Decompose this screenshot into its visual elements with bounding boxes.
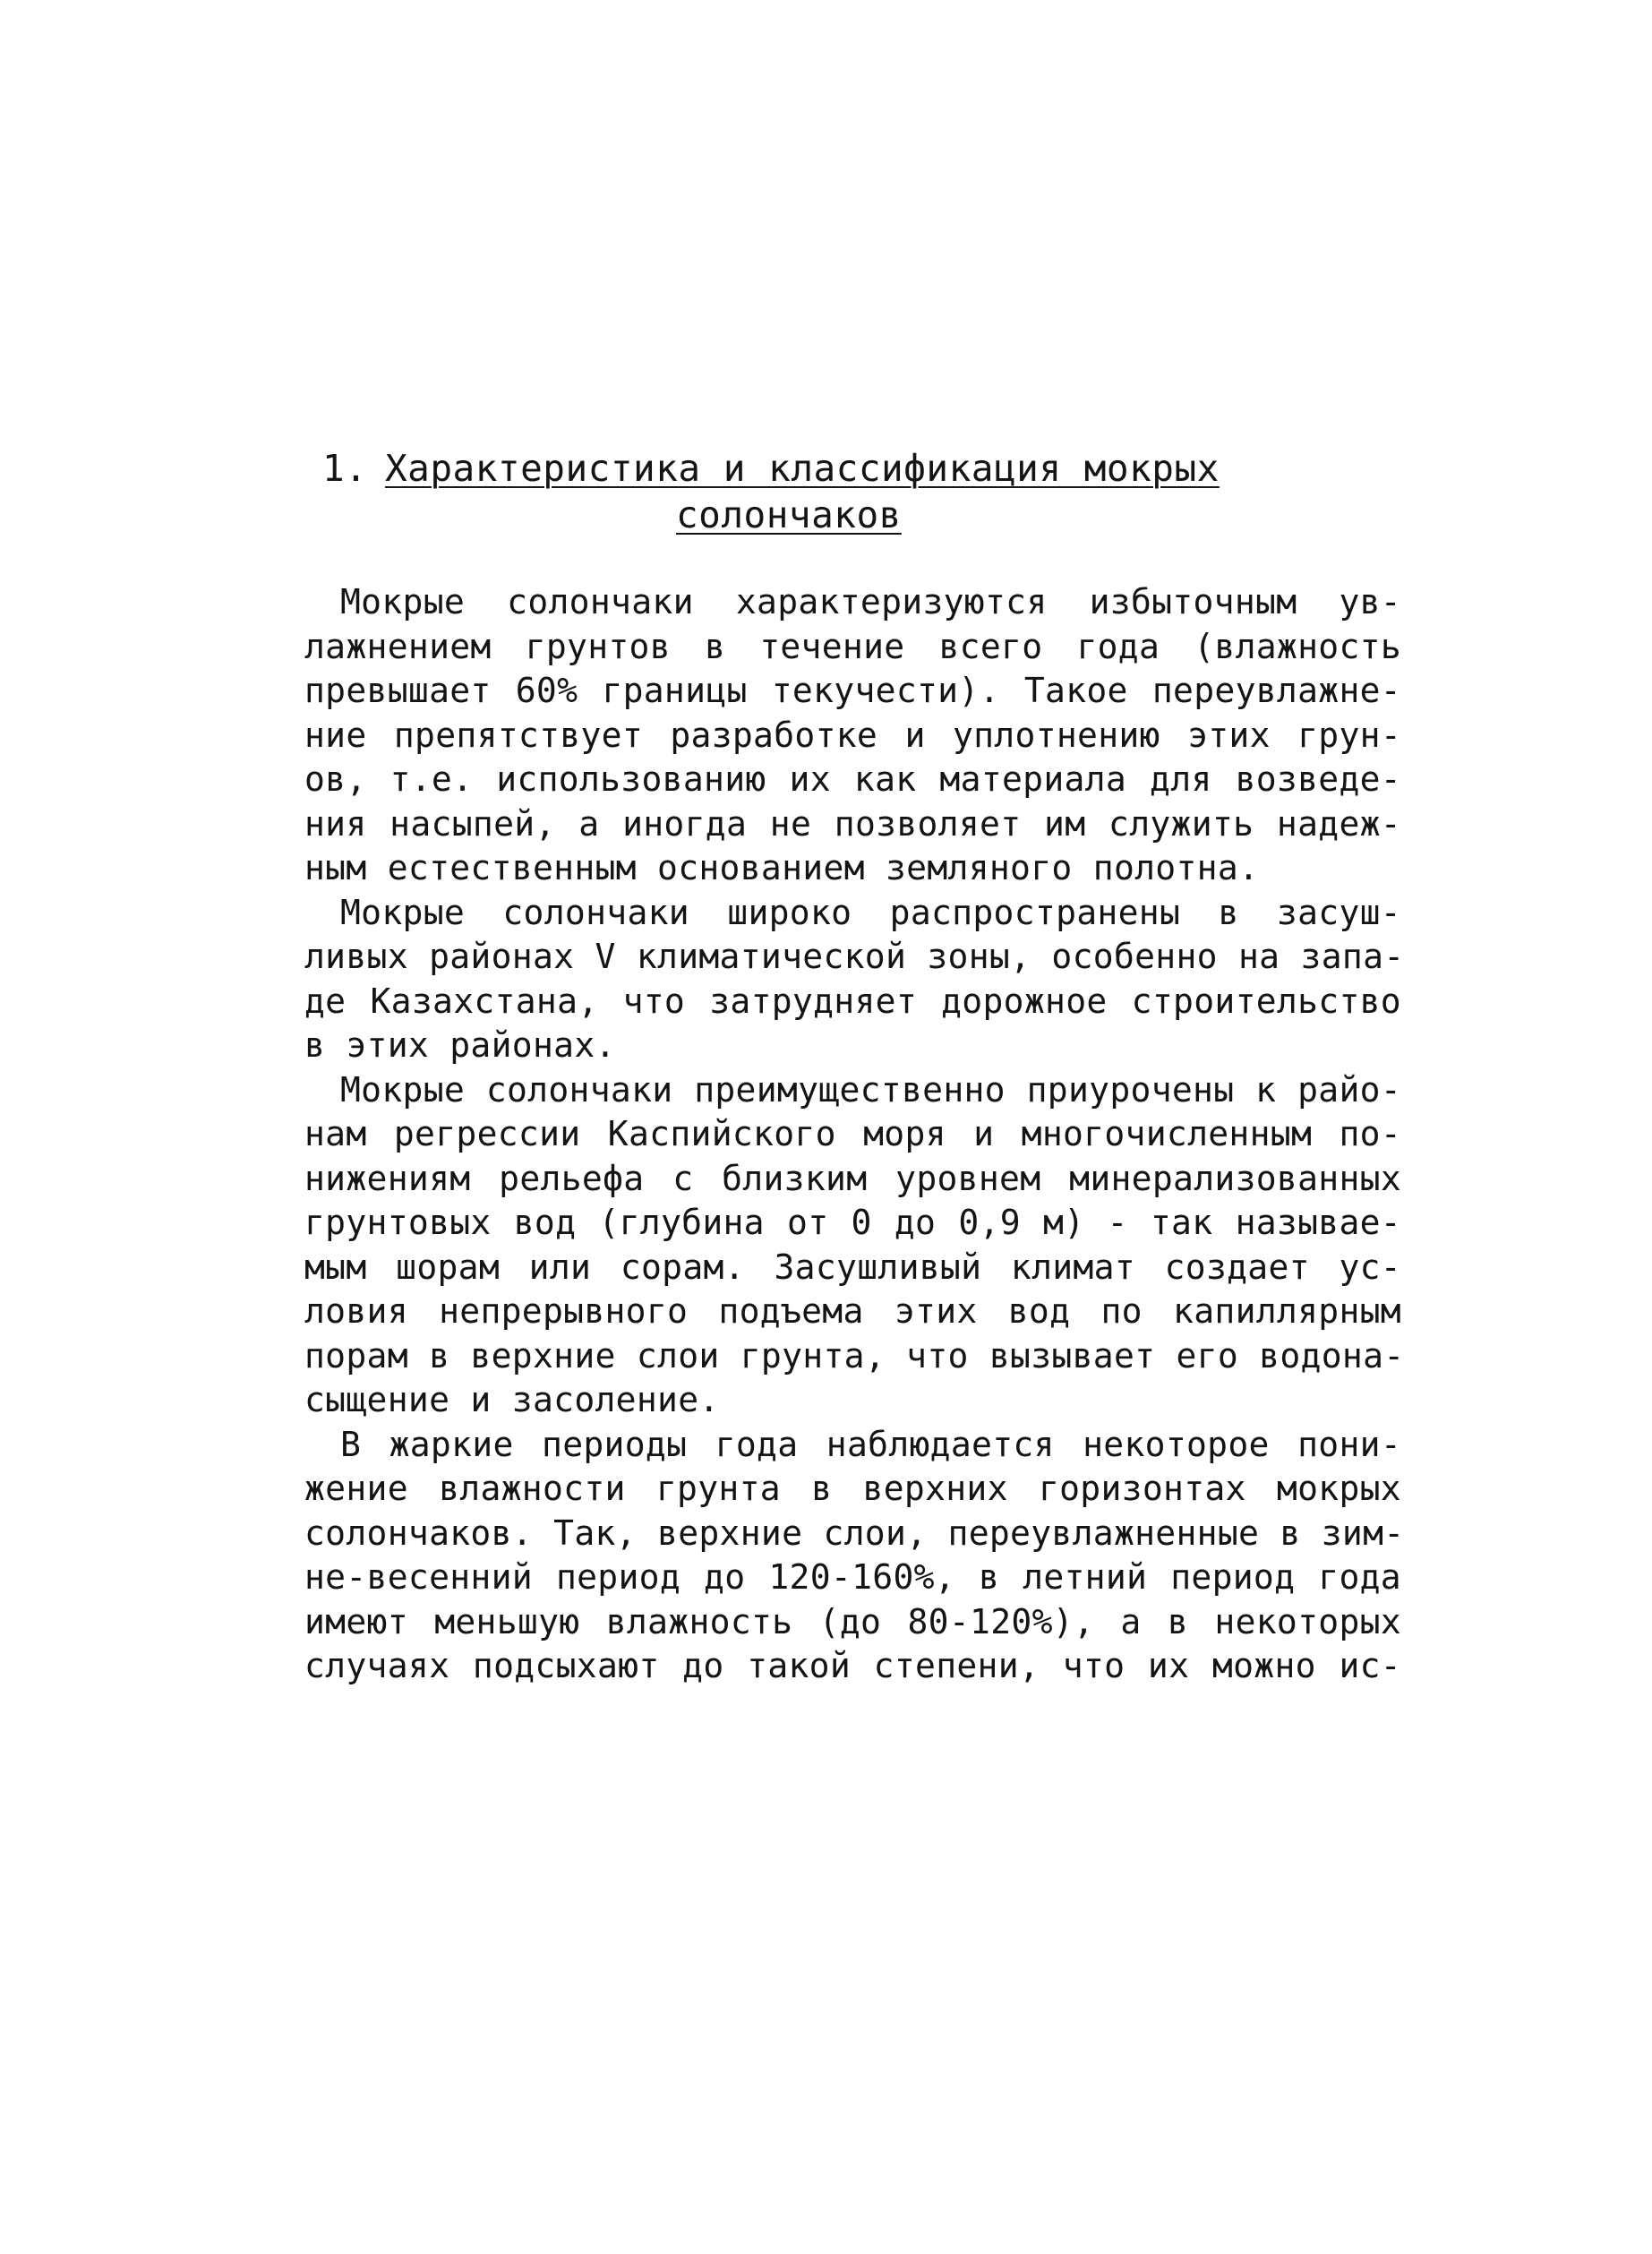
text-line: нам регрессии Каспийского моря и многочисленным по- [304,1114,1401,1153]
text-line: ния насыпей, а иногда не позволяет им служить надеж- [304,803,1401,844]
text-line: Мокрые солончаки характеризуются избыточным ув- [340,582,1401,621]
text-line: грунтовых вод (глубина от 0 до 0,9 м) - так называе- [304,1203,1401,1242]
text-line: порам в верхние слои грунта, что вызывает его водона- [304,1335,1405,1376]
paragraph-3 [269,1068,1405,1423]
body-text [269,580,1405,1689]
section-number: 1. [322,447,368,490]
text-line: ов, т.е. использованию их как материала для возведе- [304,759,1401,799]
paragraph-1 [269,580,1401,891]
text-line: В жаркие периоды года наблюдается некоторое пони- [340,1424,1401,1464]
text-line: Мокрые солончаки преимущественно приурочены к райо- [340,1069,1401,1110]
text-line: случаях подсыхают до такой степени, что их можно ис- [304,1646,1401,1685]
section-title-line-1: Характеристика и классификация мокрых [385,447,1220,490]
text-line: де Казахстана, что затрудняет дорожное строительство [304,981,1401,1021]
text-line: имеют меньшую влажность (до 80-120%), а в некоторых [304,1601,1401,1641]
text-line: жение влажности грунта в верхних горизонтах мокрых [304,1469,1401,1508]
text-line: солончаков. Так, верхние слои, переувлажненные в зим- [304,1513,1405,1553]
text-line: Мокрые солончаки широко распространены в засуш- [340,892,1401,932]
text-line: ным естественным основанием земляного полотна. [304,848,1260,887]
text-line: превышает 60% границы текучести). Такое переувлажне- [304,671,1401,710]
paragraph-4 [269,1423,1405,1689]
paragraph-2 [269,891,1405,1068]
text-line: ливых районах V климатической зоны, особенно на запа- [304,937,1405,976]
text-line: в этих районах. [304,1025,616,1065]
text-line: не-весенний период до 120-160%, в летний период года [304,1557,1401,1597]
section-title-line-2: солончаков [676,493,902,536]
text-line: лажнением грунтов в течение всего года (влажность [304,626,1401,666]
text-line: нижениям рельефа с близким уровнем минерализованных [304,1158,1401,1198]
text-line: сыщение и засоление. [304,1380,720,1419]
text-line: ние препятствует разработке и уплотнению этих грун- [304,715,1401,755]
text-line: мым шорам или сорам. Засушливый климат создает ус- [304,1247,1401,1287]
text-line: ловия непрерывного подъема этих вод по капиллярным [304,1291,1401,1331]
